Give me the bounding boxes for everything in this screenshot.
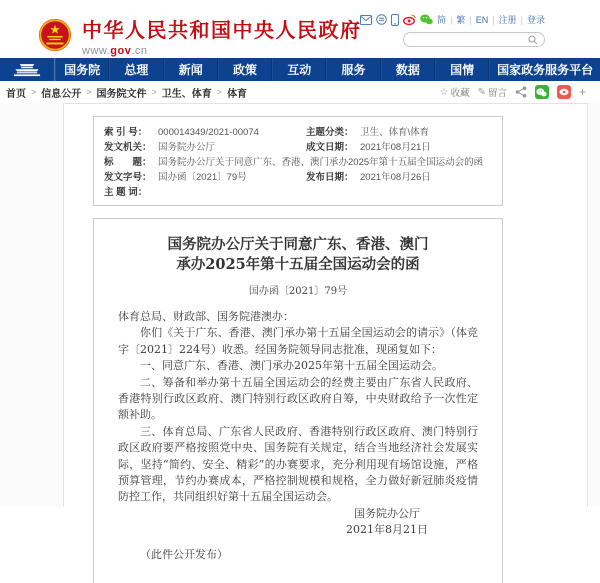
pencil-icon: ✎: [477, 86, 486, 98]
url-cn: .cn: [131, 44, 148, 57]
breadcrumb-home[interactable]: 首页: [6, 88, 26, 100]
divider: |: [492, 14, 495, 25]
site-url: [82, 45, 362, 57]
weibo-icon[interactable]: [403, 14, 416, 25]
accessibility-icon[interactable]: [376, 14, 387, 25]
mobile-icon[interactable]: [391, 14, 399, 26]
content-area: [0, 103, 600, 561]
signature-inner: [346, 506, 428, 539]
login-link[interactable]: 登录: [526, 15, 545, 25]
nav-item-guowuyuan[interactable]: 国务院: [55, 58, 109, 81]
favorite-button[interactable]: [440, 85, 470, 99]
index-value: 000014349/2021-00074: [158, 127, 259, 138]
document-meta-table: [93, 116, 503, 206]
lang-simplified-link[interactable]: 简: [437, 15, 447, 25]
nav-item-xinwen[interactable]: 新闻: [164, 58, 218, 81]
nav-item-zhengce[interactable]: 政策: [218, 58, 272, 81]
public-release-note: （此件公开发布）: [140, 547, 228, 561]
document-number: 国办函〔2021〕79号: [248, 286, 348, 297]
search-icon[interactable]: [528, 35, 538, 45]
document-body: [93, 218, 503, 583]
document-title: [118, 235, 478, 275]
lang-traditional-link[interactable]: 繁: [456, 15, 466, 25]
favorite-label: 收藏: [450, 88, 470, 99]
nav-item-guoqing[interactable]: 国情: [435, 58, 489, 81]
keywords-label: 主 题 词：: [104, 187, 148, 198]
issuer-label: 发文机关：: [104, 142, 152, 153]
meta-row-issuer-date: [104, 140, 492, 155]
site-header: [0, 0, 600, 58]
written-date-label: 成文日期：: [306, 142, 354, 153]
paragraph-2: 一、同意广东、香港、澳门承办2025年第十五届全国运动会。: [140, 359, 443, 373]
nav-item-hudong[interactable]: 互动: [272, 58, 326, 81]
paragraph-1: 你们《关于广东、香港、澳门承办第十五届全国运动会的请示》（体竞字〔2021〕224号）收悉。经国务院领导同志批准，现函复如下：: [118, 326, 478, 356]
meta-row-index-category: [104, 125, 492, 140]
header-utilities: [403, 0, 545, 58]
pub-date-label: 发布日期：: [306, 172, 354, 183]
divider: |: [520, 14, 523, 25]
divider: |: [450, 14, 453, 25]
document-text: [118, 309, 478, 563]
category-value: 卫生、体育\体育: [360, 127, 430, 138]
breadcrumb-separator: >: [86, 87, 92, 97]
brand-text: [82, 14, 362, 57]
star-icon: ☆: [439, 86, 449, 98]
keywords-value: [158, 185, 492, 200]
issuer-value: 国务院办公厅: [158, 142, 216, 153]
utility-row: [403, 13, 545, 26]
title-value: 国务院办公厅关于同意广东、香港、澳门承办2025年第十五届全国运动会的函: [158, 157, 484, 168]
more-share-button[interactable]: +: [578, 85, 586, 99]
paragraph-4: 三、体育总局、广东省人民政府、香港特别行政区政府、澳门特别行政区政府要严格按照党中央、国务院有关规定，结合当地经济社会发展实际，坚持“简约、安全、精彩”的办赛要求，充分利用现有场馆设施，严格预算管理，节约办赛成本，严格控制规模和规格，全力做好新冠肺炎疫情防控工作，共同组织好第十五届全国运动会。: [118, 424, 478, 504]
breadcrumb-tiyu[interactable]: 体育: [227, 88, 248, 100]
comment-label: 留言: [487, 88, 507, 99]
site-brand[interactable]: [38, 12, 362, 58]
main-nav: [0, 58, 600, 81]
url-www: www.: [82, 44, 111, 57]
meta-row-title: [104, 155, 492, 170]
breadcrumb-weisheng-tiyu[interactable]: 卫生、体育: [161, 88, 212, 100]
share-icon[interactable]: [515, 86, 527, 98]
site-search[interactable]: [403, 32, 545, 47]
nav-item-shuju[interactable]: 数据: [381, 58, 435, 81]
weibo-share-icon[interactable]: [557, 85, 571, 99]
nav-item-zhengwu-platform[interactable]: 国家政务服务平台: [489, 58, 600, 81]
wechat-icon[interactable]: [420, 14, 433, 25]
document-panel: [63, 103, 588, 561]
breadcrumb-guowuyuan-wenjian[interactable]: 国务院文件: [96, 88, 147, 100]
title-label: 标 题：: [104, 157, 152, 168]
meta-row-keywords: [104, 185, 492, 200]
wechat-share-icon[interactable]: [535, 85, 549, 99]
sign-date: 2021年8月21日: [346, 523, 428, 537]
site-title: 中华人民共和国中央人民政府: [82, 19, 362, 42]
lang-english-link[interactable]: EN: [475, 14, 489, 25]
page-tools: [440, 85, 586, 99]
index-label: 索 引 号：: [104, 127, 148, 138]
comment-button[interactable]: [478, 85, 507, 99]
url-gov: gov: [110, 44, 132, 57]
document-title-line1: 国务院办公厅关于同意广东、香港、澳门: [167, 236, 429, 253]
mail-icon[interactable]: [360, 15, 372, 25]
signature-block: [118, 506, 478, 539]
breadcrumb-row: [0, 81, 600, 103]
tiananmen-home-icon[interactable]: [0, 58, 55, 81]
document-title-line2: 承办2025年第十五届全国运动会的函: [176, 256, 420, 273]
search-input[interactable]: [410, 34, 528, 45]
breadcrumb-separator: >: [151, 87, 157, 97]
signer: 国务院办公厅: [354, 506, 420, 520]
breadcrumb: [6, 85, 247, 100]
written-date-value: 2021年08月21日: [360, 142, 431, 153]
register-link[interactable]: 注册: [498, 15, 517, 25]
pub-date-value: 2021年08月26日: [360, 172, 431, 183]
paragraph-3: 二、筹备和举办第十五届全国运动会的经费主要由广东省人民政府、香港特别行政区政府、澳门特别行政区政府自筹，中央财政给予一次性定额补助。: [118, 375, 478, 422]
category-label: 主题分类：: [306, 127, 354, 138]
meta-row-docno-pubdate: [104, 170, 492, 185]
breadcrumb-separator: >: [216, 87, 223, 97]
docno-value: 国办函〔2021〕79号: [158, 172, 247, 183]
salutation: 体育总局、财政部、国务院港澳办：: [118, 310, 294, 323]
docno-label: 发文字号：: [104, 172, 152, 183]
breadcrumb-xinxigongkai[interactable]: 信息公开: [41, 88, 82, 100]
nav-item-zongli[interactable]: 总理: [109, 58, 163, 81]
national-emblem-icon: [38, 18, 72, 52]
nav-item-fuwu[interactable]: 服务: [326, 58, 380, 81]
breadcrumb-separator: >: [31, 87, 37, 97]
divider: |: [469, 14, 472, 25]
